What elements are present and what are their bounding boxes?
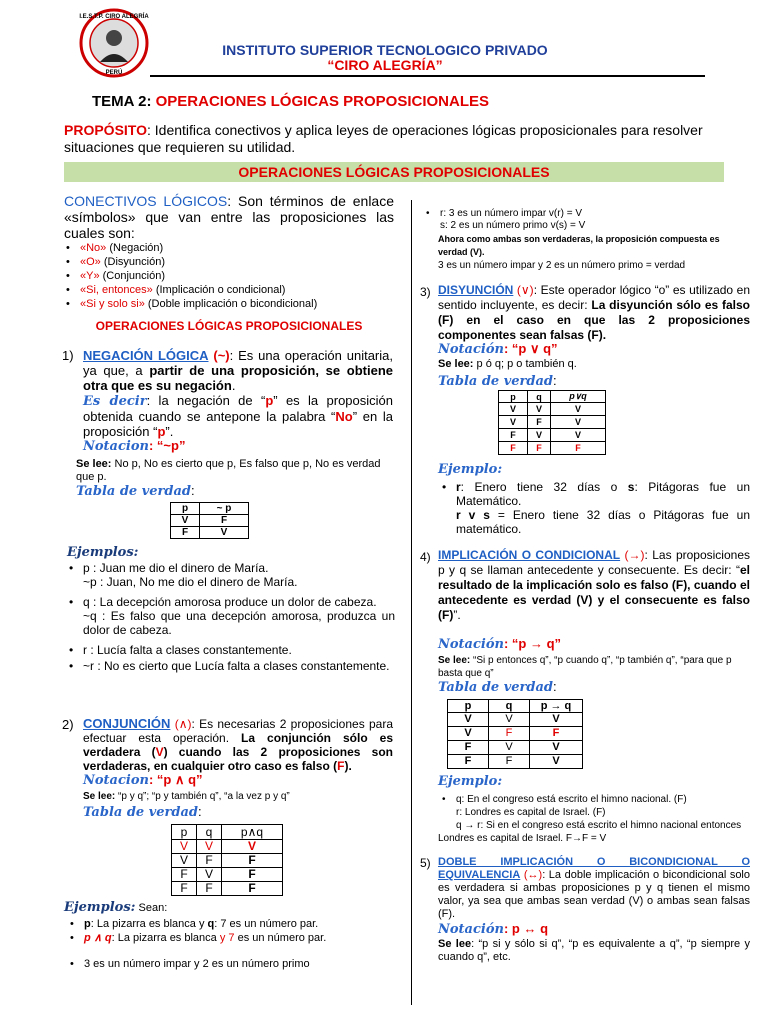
- ex-q: • q: En el congreso está escrito el himno nacional. (F): [456, 794, 687, 805]
- implicacion-symbol: (→): [624, 548, 645, 562]
- ejemplo-a: • q : La decepción amorosa produce un dolor de cabeza.: [83, 595, 377, 609]
- table-cell: F: [448, 755, 489, 769]
- ex-text: : 7 es un número par.: [214, 918, 319, 930]
- ejemplos-label: Ejemplos: [67, 545, 134, 560]
- table-cell: V: [528, 403, 551, 416]
- ex-text: : La pizarra es blanca y: [90, 918, 208, 930]
- se-lee-text: p ó q; p o también q.: [473, 358, 577, 370]
- list-item: [67, 659, 395, 673]
- bicondicional-se-lee: [438, 938, 750, 964]
- ed-text: : la negación de “: [146, 393, 266, 408]
- header-rule: [150, 75, 705, 77]
- implicacion-notacion: [438, 636, 561, 652]
- table-cell: F: [528, 442, 551, 455]
- svg-text:I.E.S.T.P. CIRO ALEGRÍA: I.E.S.T.P. CIRO ALEGRÍA: [79, 14, 149, 20]
- table-cell: V: [172, 854, 197, 868]
- table-header-row: [172, 825, 283, 840]
- table-cell: F: [530, 727, 583, 741]
- disyuncion-tabla-label: [438, 373, 557, 389]
- list-item: [68, 957, 398, 971]
- table-header-row: [171, 503, 249, 515]
- disyuncion-bold: La disyunción sólo es falso (F) en el caso en que las 2 proposiciones componentes sean falsas (F).: [438, 298, 750, 342]
- table-header-row: [448, 700, 583, 713]
- implicacion-tabla-label: [438, 679, 557, 695]
- table-row: [499, 429, 606, 442]
- table-row: [448, 755, 583, 769]
- table-row: [171, 527, 249, 539]
- negacion-se-lee: [76, 458, 396, 484]
- se-lee-label: Se lee:: [76, 458, 112, 470]
- table-cell: F: [222, 854, 283, 868]
- table-header: q: [197, 825, 222, 840]
- tema-prefix: TEMA 2:: [92, 93, 156, 110]
- bicondicional-symbol: (↔): [523, 869, 543, 881]
- ejemplo-label: Ejemplo: [438, 774, 498, 789]
- section-banner: OPERACIONES LÓGICAS PROPOSICIONALES: [64, 162, 724, 182]
- table-row: [448, 741, 583, 755]
- table-header: p: [448, 700, 489, 713]
- table-cell: F: [551, 442, 606, 455]
- ex-y: y: [219, 932, 226, 944]
- table-header: p: [172, 825, 197, 840]
- table-cell: V: [551, 429, 606, 442]
- svg-text:PERÚ: PERÚ: [105, 70, 123, 76]
- negacion-ejemplos-label: Ejemplos:: [67, 545, 139, 560]
- conjuncion-bold: ) cuando las 2 proposiciones son verdaderas, en cualquier otro caso es falso (: [83, 745, 393, 773]
- table-cell: V: [200, 527, 249, 539]
- conjuncion-ejemplos: [68, 917, 398, 971]
- ex-p: p: [84, 918, 91, 930]
- implicacion-truth-table: [447, 699, 583, 769]
- se-lee-text: : “p si y sólo si q”, “p es equivalente a q”, “p siempre y cuando q”, etc.: [438, 938, 750, 963]
- table-header: p: [499, 391, 528, 403]
- table-cell: F: [171, 527, 200, 539]
- table-cell: V: [530, 741, 583, 755]
- notacion-label: Notacion: [83, 773, 149, 788]
- es-decir-label: Es decir: [83, 394, 147, 409]
- header: [0, 0, 768, 80]
- notacion-label: Notación: [438, 637, 504, 652]
- ex-text: = Enero tiene 32 días o Pitágoras fue un matemático.: [456, 508, 751, 536]
- disyuncion-ejemplo-label: Ejemplo:: [438, 462, 503, 477]
- table-cell: F: [448, 741, 489, 755]
- table-cell: V: [551, 403, 606, 416]
- bicondicional-def: [438, 856, 750, 921]
- right-top-list: [424, 208, 754, 232]
- conjuncion-num: 2): [62, 717, 74, 732]
- ejemplo-b: ~q : Es falso que una decepción amorosa, produzca un dolor de cabeza.: [83, 609, 395, 637]
- ed-text: ” en la proposición “: [83, 409, 394, 439]
- table-cell: F: [528, 416, 551, 429]
- table-row: [172, 840, 283, 854]
- colon: :: [198, 804, 202, 819]
- list-item: [67, 561, 395, 589]
- ejemplo-a: • ~r : No es cierto que Lucía falta a clases constantemente.: [83, 659, 390, 673]
- table-cell: V: [448, 713, 489, 727]
- implicacion-ejemplos: [440, 793, 755, 819]
- table-cell: V: [222, 840, 283, 854]
- conjuncion-truth-table: [171, 824, 283, 896]
- conectivos-text: : Son términos de enlace «símbolos» que van entre las proposiciones las cuales son:: [64, 193, 395, 241]
- table-row: [499, 442, 606, 455]
- tabla-label: Tabla de verdad: [76, 484, 191, 499]
- negacion-title: NEGACIÓN LÓGICA: [83, 348, 209, 363]
- table-row: [448, 727, 583, 741]
- tabla-label: Tabla de verdad: [438, 374, 553, 389]
- table-header: p∧q: [222, 825, 283, 840]
- table-row: [448, 713, 583, 727]
- conjuncion-bold: La conjunción sólo es verdadera (: [83, 731, 393, 759]
- conectivo-word: «No»: [80, 242, 107, 254]
- se-lee-text: No p, No es cierto que p, Es falso que p, No es verdad que p.: [76, 458, 381, 483]
- negacion-def: [83, 348, 393, 393]
- ex-rvs: r v s: [456, 508, 490, 522]
- se-lee-text: “p y q”; “p y también q”, “a la vez p y q”: [115, 791, 290, 802]
- negacion-dot: .: [231, 378, 236, 393]
- table-cell: F: [489, 755, 530, 769]
- list-item: [64, 283, 404, 297]
- conjuncion-f: F: [337, 759, 345, 773]
- conectivo-word: «O»: [80, 256, 101, 268]
- table-cell: V: [448, 727, 489, 741]
- tabla-label: Tabla de verdad: [438, 680, 553, 695]
- table-cell: V: [489, 741, 530, 755]
- bicondicional-text: : La doble implicación o bicondicional solo es verdadera si ambas proposiciones p y q tienen el mismo valor, ya sea que ambas sean verdad (V) o ambas sean falsas (F).: [438, 869, 750, 920]
- list-item: [64, 269, 404, 283]
- conectivo-desc: (Doble implicación o bicondicional): [144, 298, 318, 310]
- list-item: [67, 595, 395, 637]
- table-cell: F: [197, 854, 222, 868]
- negacion-bold: partir de una proposición, se obtiene otra que es su negación: [83, 363, 393, 393]
- negacion-notacion: [83, 438, 185, 454]
- ejemplo-a: • p : Juan me dio el dinero de María.: [83, 561, 269, 575]
- right-s: s: 2 es un número primo v(s) = V: [440, 220, 586, 231]
- colon: :: [553, 679, 557, 694]
- ex-text: es un número par.: [234, 932, 327, 944]
- right-r: • r: 3 es un número impar v(r) = V: [440, 208, 582, 219]
- notacion-label: Notacion: [83, 439, 149, 454]
- table-row: [172, 854, 283, 868]
- list-item: [67, 643, 395, 657]
- ex-7: 7: [225, 932, 235, 944]
- disyuncion-ejemplos: [440, 480, 750, 536]
- notacion-label: Notación: [438, 922, 504, 937]
- table-header: p: [171, 503, 200, 515]
- conectivo-word: «Si y solo si»: [80, 298, 145, 310]
- negacion-tabla-label: [76, 483, 195, 499]
- disyuncion-num: 3): [420, 285, 431, 299]
- table-cell: F: [499, 429, 528, 442]
- subtitle: OPERACIONES LÓGICAS PROPOSICIONALES: [95, 319, 363, 333]
- bicondicional-num: 5): [420, 856, 431, 870]
- right-top-bold: Ahora como ambas son verdaderas, la proposición compuesta es verdad (V).: [438, 234, 720, 257]
- conectivos-paragraph: [64, 193, 394, 241]
- proposito-text: : Identifica conectivos y aplica leyes de operaciones lógicas proposicionales para resolver situaciones que requieren su utilidad.: [64, 122, 703, 155]
- colon: :: [191, 483, 195, 498]
- conjuncion-title: CONJUNCIÓN: [83, 716, 171, 731]
- ex-text: : La pizarra es blanca: [111, 932, 220, 944]
- notacion-value: : “~p”: [148, 438, 186, 453]
- table-row: [499, 403, 606, 416]
- conjuncion-text: : Es necesarias 2 proposiciones para efectuar esta operación.: [83, 717, 393, 745]
- conjuncion-notacion: [83, 772, 203, 788]
- negacion-truth-table: [170, 502, 249, 539]
- conjuncion-ejemplos-label: Ejemplos: Sean:: [64, 900, 168, 915]
- table-cell: V: [499, 416, 528, 429]
- negacion-es-decir: [83, 393, 393, 439]
- implicacion-bold: el resultado de la implicación solo es falso (F), cuando el antecedente es verdad (V) y el consecuente es falso (F): [438, 563, 750, 622]
- ex-symbol: p ∧ q: [84, 932, 112, 944]
- ed-text: ”.: [165, 424, 174, 439]
- conjuncion-v: V: [155, 745, 164, 759]
- disyuncion-se-lee: [438, 358, 577, 370]
- tema-title: OPERACIONES LÓGICAS PROPOSICIONALES: [155, 93, 490, 110]
- conectivo-word: «Y»: [80, 270, 100, 282]
- list-item: [440, 480, 750, 536]
- table-row: [499, 416, 606, 429]
- conectivos-list: [64, 241, 404, 311]
- proposito: [64, 122, 724, 156]
- implicacion-ex3: q → r: Si en el congreso está escrito el himno nacional entonces Londres es capital de Israel. F→F = V: [438, 820, 742, 844]
- institute-logo: [79, 8, 149, 78]
- conectivo-desc: (Negación): [106, 242, 164, 254]
- logo-seal-icon: [79, 8, 149, 78]
- proposito-label: PROPÓSITO: [64, 122, 147, 138]
- ed-p: p: [157, 424, 166, 439]
- conjuncion-bold: ).: [344, 759, 352, 773]
- ejemplo-b: ~p : Juan, No me dio el dinero de María.: [83, 575, 298, 589]
- ejemplos-label: Ejemplos: [64, 900, 131, 915]
- table-header: q: [528, 391, 551, 403]
- table-header-row: [499, 391, 606, 403]
- conjuncion-se-lee: [83, 791, 393, 802]
- conectivos-label: CONECTIVOS LÓGICOS: [64, 193, 228, 209]
- table-cell: V: [551, 416, 606, 429]
- conectivo-desc: (Disyunción): [100, 256, 165, 268]
- disyuncion-truth-table: [498, 390, 606, 455]
- conectivo-desc: (Conjunción): [99, 270, 165, 282]
- table-header: p∨q: [551, 391, 606, 403]
- ed-no: No: [335, 409, 353, 424]
- ex-s: s: [627, 480, 635, 494]
- se-lee-label: Se lee:: [83, 791, 116, 802]
- table-header: q: [489, 700, 530, 713]
- notacion-label: Notación: [438, 342, 504, 357]
- disyuncion-text: : Este operador lógico “o” es utilizado en sentido incluyente, es decir:: [438, 283, 750, 312]
- ejemplo-label: Ejemplo: [438, 462, 498, 477]
- list-item: [440, 793, 755, 819]
- ex-text: : Enero tiene 32 días o: [460, 480, 628, 494]
- table-cell: V: [171, 515, 200, 527]
- implicacion-ejemplo-label: Ejemplo:: [438, 774, 503, 789]
- table-cell: F: [489, 727, 530, 741]
- se-lee-text: “Si p entonces q”, “p cuando q”, “p también q”, “para que p basta que q”: [438, 655, 732, 679]
- ed-p: p: [265, 393, 274, 408]
- ejemplos-sean: Sean:: [135, 902, 168, 914]
- ed-text: ” es la proposición obtenida cuando se antepone la palabra “: [83, 393, 394, 424]
- disyuncion-notacion: [438, 341, 558, 357]
- table-cell: V: [530, 755, 583, 769]
- notacion-value: : “p → q”: [503, 636, 562, 651]
- list-item: [64, 255, 404, 269]
- list-item: [64, 297, 404, 311]
- table-header: ~ p: [200, 503, 249, 515]
- ex-q: q: [207, 918, 215, 930]
- bicondicional-notacion: [438, 921, 548, 937]
- table-cell: V: [528, 429, 551, 442]
- se-lee-label: Se lee: [438, 938, 472, 950]
- implicacion-se-lee: [438, 654, 750, 680]
- negacion-ejemplos: [67, 561, 395, 673]
- table-cell: V: [530, 713, 583, 727]
- table-cell: F: [197, 882, 222, 896]
- table-cell: V: [489, 713, 530, 727]
- conjuncion-tabla-label: [83, 804, 202, 820]
- table-cell: F: [499, 442, 528, 455]
- implicacion-num: 4): [420, 550, 431, 564]
- list-item: [424, 208, 754, 232]
- table-cell: V: [197, 840, 222, 854]
- conjuncion-symbol: (∧): [174, 717, 192, 731]
- disyuncion-symbol: (∨): [516, 283, 534, 297]
- conectivo-desc: (Implicación o condicional): [152, 284, 286, 296]
- ex-text: 3 es un número impar y 2 es un número primo: [84, 958, 310, 970]
- column-divider: [411, 200, 412, 1005]
- ex-r: r: [456, 480, 461, 494]
- table-header: p → q: [530, 700, 583, 713]
- notacion-value: : p ↔ q: [503, 921, 549, 936]
- tabla-label: Tabla de verdad: [83, 805, 198, 820]
- table-row: [172, 868, 283, 882]
- disyuncion-def: [438, 283, 750, 343]
- se-lee-label: Se lee:: [438, 655, 471, 666]
- list-item-plain: [68, 931, 398, 945]
- institute-subname: “CIRO ALEGRÍA”: [327, 57, 443, 73]
- bicondicional-title: DOBLE IMPLICACIÓN O BICONDICIONAL O EQUIVALENCIA: [438, 856, 750, 881]
- notacion-value: : “p ∧ q”: [148, 772, 203, 787]
- table-cell: F: [200, 515, 249, 527]
- disyuncion-title: DISYUNCIÓN: [438, 283, 514, 297]
- right-top-last: 3 es un número impar y 2 es un número primo = verdad: [438, 260, 686, 271]
- ejemplo-a: • r : Lucía falta a clases constantemente.: [83, 643, 292, 657]
- ex-text: : Pitágoras fue un Matemático.: [456, 480, 750, 508]
- table-cell: V: [499, 403, 528, 416]
- table-cell: F: [172, 882, 197, 896]
- implicacion-end: ”.: [453, 608, 461, 622]
- list-item: [64, 241, 404, 255]
- table-cell: F: [222, 882, 283, 896]
- implicacion-text: : Las proposiciones p y q se llaman antecedente y consecuente. Es decir: “: [438, 548, 750, 577]
- ex-r: r: Londres es capital de Israel. (F): [456, 807, 606, 818]
- list-item: [68, 917, 398, 931]
- table-cell: F: [222, 868, 283, 882]
- table-cell: F: [172, 868, 197, 882]
- colon: :: [553, 373, 557, 388]
- se-lee-label: Se lee:: [438, 358, 474, 370]
- negacion-text: : Es una operación unitaria, ya que, a: [83, 348, 393, 378]
- implicacion-title: IMPLICACIÓN O CONDICIONAL: [438, 548, 621, 562]
- implicacion-def: [438, 548, 750, 623]
- negacion-num: 1): [62, 348, 74, 363]
- table-row: [172, 882, 283, 896]
- page-title: [92, 93, 489, 110]
- table-cell: V: [172, 840, 197, 854]
- negacion-symbol: (~): [213, 348, 230, 363]
- institute-name: INSTITUTO SUPERIOR TECNOLOGICO PRIVADO: [222, 42, 548, 58]
- table-row: [171, 515, 249, 527]
- conjuncion-def: [83, 717, 393, 773]
- conectivo-word: «Si, entonces»: [80, 284, 153, 296]
- table-cell: V: [197, 868, 222, 882]
- notacion-value: : “p ∨ q”: [503, 341, 558, 356]
